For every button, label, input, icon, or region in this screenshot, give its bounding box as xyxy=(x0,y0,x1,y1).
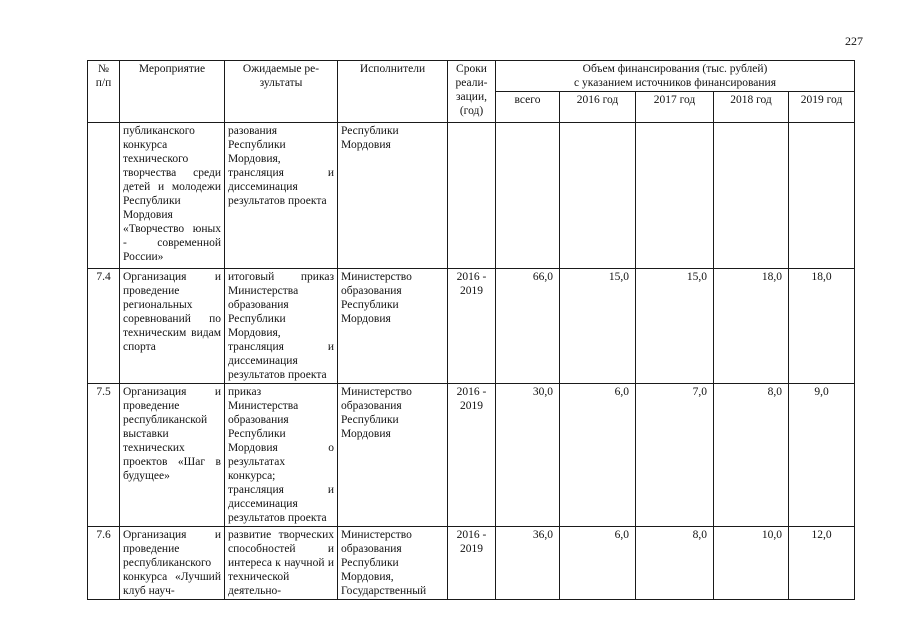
program-table xyxy=(87,60,855,600)
cell-results: итоговый приказ Министерства образования Республики Мордовия, трансляция и диссеминация результатов проекта xyxy=(225,269,338,384)
cell-event: Организация и проведение региональных соревнований по техническим видам спорта xyxy=(120,269,225,384)
cell-2016: 15,0 xyxy=(560,269,636,384)
header-row-1 xyxy=(88,61,855,92)
cell-event: Организация и проведение республиканской выставки технических проектов «Шаг в будущее» xyxy=(120,384,225,527)
table-row xyxy=(88,527,855,600)
cell-terms: 2016 - 2019 xyxy=(448,527,496,600)
cell-2016 xyxy=(560,123,636,269)
table-row xyxy=(88,123,855,269)
cell-num xyxy=(88,123,120,269)
cell-num: 7.5 xyxy=(88,384,120,527)
cell-results: разования Республики Мордовия, трансляция и диссеминация результатов проекта xyxy=(225,123,338,269)
cell-2017: 15,0 xyxy=(636,269,714,384)
header-terms: Сроки реали- зации, (год) xyxy=(448,61,496,123)
header-funding: Объем финансирования (тыс. рублей) с указанием источников финансирования xyxy=(496,61,855,92)
cell-total: 66,0 xyxy=(496,269,560,384)
cell-2017: 7,0 xyxy=(636,384,714,527)
cell-2019: 9,0 xyxy=(789,384,855,527)
header-2017: 2017 год xyxy=(636,92,714,123)
header-2018: 2018 год xyxy=(714,92,789,123)
cell-executors: Министерство образования Республики Мордовия xyxy=(338,269,448,384)
header-2019: 2019 год xyxy=(789,92,855,123)
cell-2017 xyxy=(636,123,714,269)
header-results: Ожидаемые ре- зультаты xyxy=(225,61,338,123)
cell-2019: 18,0 xyxy=(789,269,855,384)
cell-terms: 2016 - 2019 xyxy=(448,269,496,384)
cell-2019: 12,0 xyxy=(789,527,855,600)
cell-results: приказ Министерства образования Республики Мордовия о результатах конкурса; трансляция и диссеминация результатов проекта xyxy=(225,384,338,527)
header-executors: Исполнители xyxy=(338,61,448,123)
cell-executors: Республики Мордовия xyxy=(338,123,448,269)
cell-num: 7.4 xyxy=(88,269,120,384)
header-total: всего xyxy=(496,92,560,123)
cell-terms xyxy=(448,123,496,269)
cell-2016: 6,0 xyxy=(560,384,636,527)
cell-event: Организация и проведение республиканского конкурса «Лучший клуб науч- xyxy=(120,527,225,600)
cell-event: публиканского конкурса технического творчества среди детей и молодежи Республики Мордовия «Творчество юных - современной России» xyxy=(120,123,225,269)
cell-2016: 6,0 xyxy=(560,527,636,600)
page-number: 227 xyxy=(845,34,863,48)
cell-total: 30,0 xyxy=(496,384,560,527)
table-row xyxy=(88,384,855,527)
header-num: № п/п xyxy=(88,61,120,123)
cell-2018: 18,0 xyxy=(714,269,789,384)
cell-2018: 8,0 xyxy=(714,384,789,527)
cell-2019 xyxy=(789,123,855,269)
cell-2017: 8,0 xyxy=(636,527,714,600)
cell-total xyxy=(496,123,560,269)
cell-num: 7.6 xyxy=(88,527,120,600)
cell-2018 xyxy=(714,123,789,269)
cell-2018: 10,0 xyxy=(714,527,789,600)
cell-executors: Министерство образования Республики Мордовия, Государственный xyxy=(338,527,448,600)
cell-terms: 2016 - 2019 xyxy=(448,384,496,527)
header-event: Мероприятие xyxy=(120,61,225,123)
header-2016: 2016 год xyxy=(560,92,636,123)
table-row xyxy=(88,269,855,384)
cell-executors: Министерство образования Республики Мордовия xyxy=(338,384,448,527)
cell-results: развитие творческих способностей и интереса к научной и технической деятельно- xyxy=(225,527,338,600)
cell-total: 36,0 xyxy=(496,527,560,600)
